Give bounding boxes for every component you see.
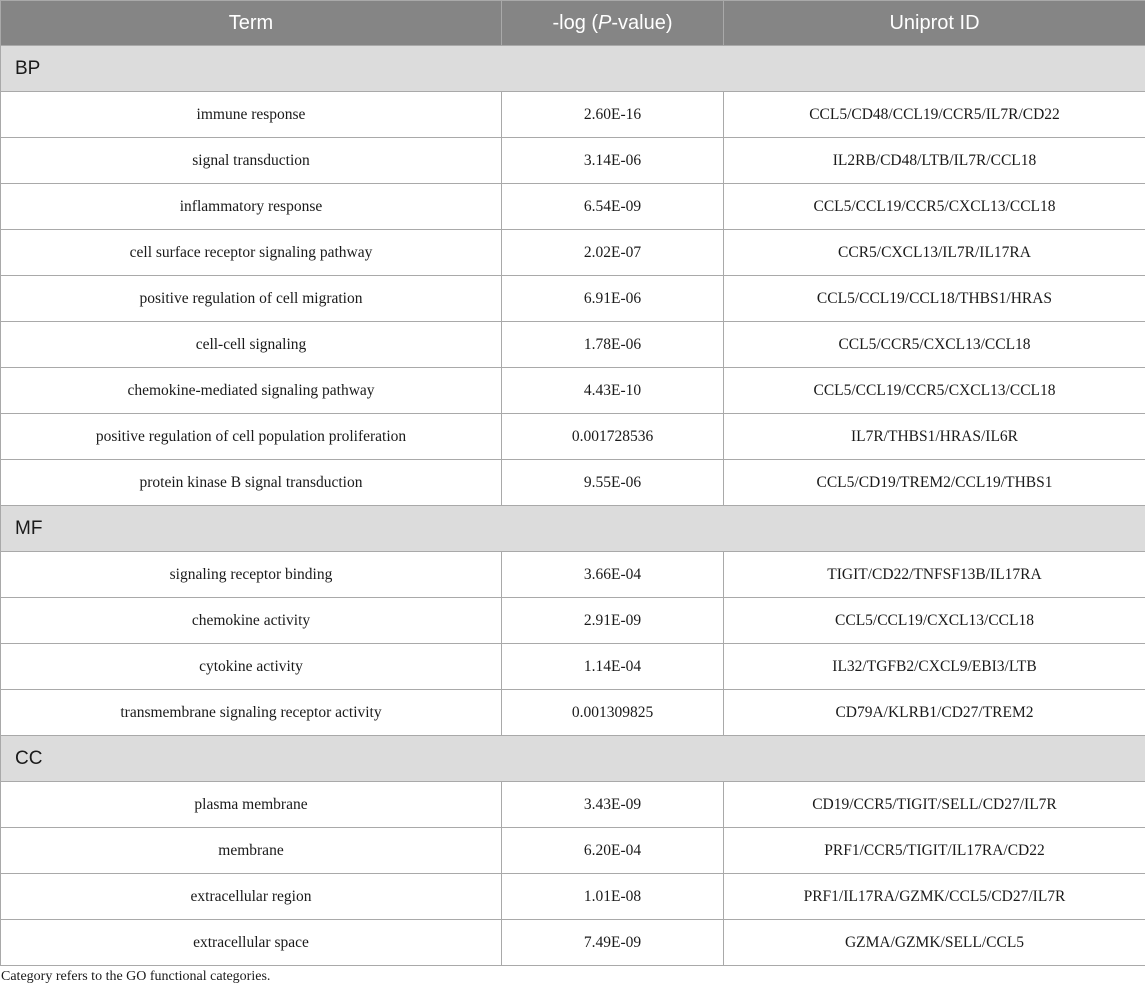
term-cell: protein kinase B signal transduction bbox=[1, 460, 502, 506]
table-row bbox=[1, 828, 1145, 874]
pvalue-cell: 6.20E-04 bbox=[502, 828, 724, 874]
category-label: BP bbox=[1, 46, 1145, 92]
category-row bbox=[1, 506, 1145, 552]
uniprot-cell: IL32/TGFB2/CXCL9/EBI3/LTB bbox=[724, 644, 1145, 690]
pvalue-header-italic: P bbox=[598, 11, 612, 34]
table-header bbox=[1, 1, 1145, 46]
pvalue-cell: 2.91E-09 bbox=[502, 598, 724, 644]
table-row bbox=[1, 414, 1145, 460]
table-row bbox=[1, 460, 1145, 506]
uniprot-cell: CCL5/CCL19/CXCL13/CCL18 bbox=[724, 598, 1145, 644]
term-cell: cell surface receptor signaling pathway bbox=[1, 230, 502, 276]
term-cell: transmembrane signaling receptor activity bbox=[1, 690, 502, 736]
table-row bbox=[1, 184, 1145, 230]
uniprot-cell: CCL5/CD19/TREM2/CCL19/THBS1 bbox=[724, 460, 1145, 506]
pvalue-cell: 4.43E-10 bbox=[502, 368, 724, 414]
column-header-term: Term bbox=[1, 1, 502, 46]
pvalue-cell: 6.91E-06 bbox=[502, 276, 724, 322]
term-cell: membrane bbox=[1, 828, 502, 874]
table-row bbox=[1, 782, 1145, 828]
uniprot-cell: CCL5/CCL19/CCR5/CXCL13/CCL18 bbox=[724, 184, 1145, 230]
term-cell: extracellular region bbox=[1, 874, 502, 920]
uniprot-cell: CCR5/CXCL13/IL7R/IL17RA bbox=[724, 230, 1145, 276]
pvalue-cell: 2.60E-16 bbox=[502, 92, 724, 138]
pvalue-header-prefix: -log ( bbox=[552, 11, 599, 34]
uniprot-cell: IL7R/THBS1/HRAS/IL6R bbox=[724, 414, 1145, 460]
pvalue-cell: 1.14E-04 bbox=[502, 644, 724, 690]
table-row bbox=[1, 598, 1145, 644]
uniprot-cell: CCL5/CCR5/CXCL13/CCL18 bbox=[724, 322, 1145, 368]
pvalue-cell: 0.001309825 bbox=[502, 690, 724, 736]
term-cell: signal transduction bbox=[1, 138, 502, 184]
uniprot-cell: PRF1/IL17RA/GZMK/CCL5/CD27/IL7R bbox=[724, 874, 1145, 920]
term-cell: cell-cell signaling bbox=[1, 322, 502, 368]
table-row bbox=[1, 874, 1145, 920]
pvalue-cell: 1.01E-08 bbox=[502, 874, 724, 920]
category-row bbox=[1, 736, 1145, 782]
table-row bbox=[1, 322, 1145, 368]
pvalue-header-suffix: -value) bbox=[611, 11, 673, 34]
table-row bbox=[1, 920, 1145, 966]
uniprot-cell: IL2RB/CD48/LTB/IL7R/CCL18 bbox=[724, 138, 1145, 184]
uniprot-cell: CD79A/KLRB1/CD27/TREM2 bbox=[724, 690, 1145, 736]
pvalue-cell: 2.02E-07 bbox=[502, 230, 724, 276]
pvalue-cell: 3.66E-04 bbox=[502, 552, 724, 598]
header-row bbox=[1, 1, 1145, 46]
term-cell: chemokine-mediated signaling pathway bbox=[1, 368, 502, 414]
table-body bbox=[1, 46, 1145, 966]
term-cell: positive regulation of cell migration bbox=[1, 276, 502, 322]
pvalue-cell: 9.55E-06 bbox=[502, 460, 724, 506]
category-label: CC bbox=[1, 736, 1145, 782]
pvalue-cell: 3.43E-09 bbox=[502, 782, 724, 828]
category-label: MF bbox=[1, 506, 1145, 552]
table-row bbox=[1, 644, 1145, 690]
term-cell: immune response bbox=[1, 92, 502, 138]
term-cell: signaling receptor binding bbox=[1, 552, 502, 598]
pvalue-cell: 1.78E-06 bbox=[502, 322, 724, 368]
table-row bbox=[1, 138, 1145, 184]
uniprot-cell: CCL5/CCL19/CCL18/THBS1/HRAS bbox=[724, 276, 1145, 322]
table-row bbox=[1, 690, 1145, 736]
pvalue-cell: 3.14E-06 bbox=[502, 138, 724, 184]
uniprot-cell: CD19/CCR5/TIGIT/SELL/CD27/IL7R bbox=[724, 782, 1145, 828]
uniprot-cell: GZMA/GZMK/SELL/CCL5 bbox=[724, 920, 1145, 966]
table-row bbox=[1, 368, 1145, 414]
term-cell: cytokine activity bbox=[1, 644, 502, 690]
table-footnote: Category refers to the GO functional categories. bbox=[1, 969, 271, 984]
table-row bbox=[1, 552, 1145, 598]
table-row bbox=[1, 92, 1145, 138]
table-row bbox=[1, 230, 1145, 276]
column-header-pvalue bbox=[502, 1, 724, 46]
term-cell: positive regulation of cell population proliferation bbox=[1, 414, 502, 460]
pvalue-cell: 6.54E-09 bbox=[502, 184, 724, 230]
pvalue-cell: 0.001728536 bbox=[502, 414, 724, 460]
uniprot-cell: CCL5/CD48/CCL19/CCR5/IL7R/CD22 bbox=[724, 92, 1145, 138]
uniprot-cell: CCL5/CCL19/CCR5/CXCL13/CCL18 bbox=[724, 368, 1145, 414]
term-cell: inflammatory response bbox=[1, 184, 502, 230]
column-header-uniprot: Uniprot ID bbox=[724, 1, 1145, 46]
category-row bbox=[1, 46, 1145, 92]
uniprot-cell: PRF1/CCR5/TIGIT/IL17RA/CD22 bbox=[724, 828, 1145, 874]
term-cell: plasma membrane bbox=[1, 782, 502, 828]
pvalue-cell: 7.49E-09 bbox=[502, 920, 724, 966]
uniprot-cell: TIGIT/CD22/TNFSF13B/IL17RA bbox=[724, 552, 1145, 598]
term-cell: chemokine activity bbox=[1, 598, 502, 644]
term-cell: extracellular space bbox=[1, 920, 502, 966]
table-row bbox=[1, 276, 1145, 322]
